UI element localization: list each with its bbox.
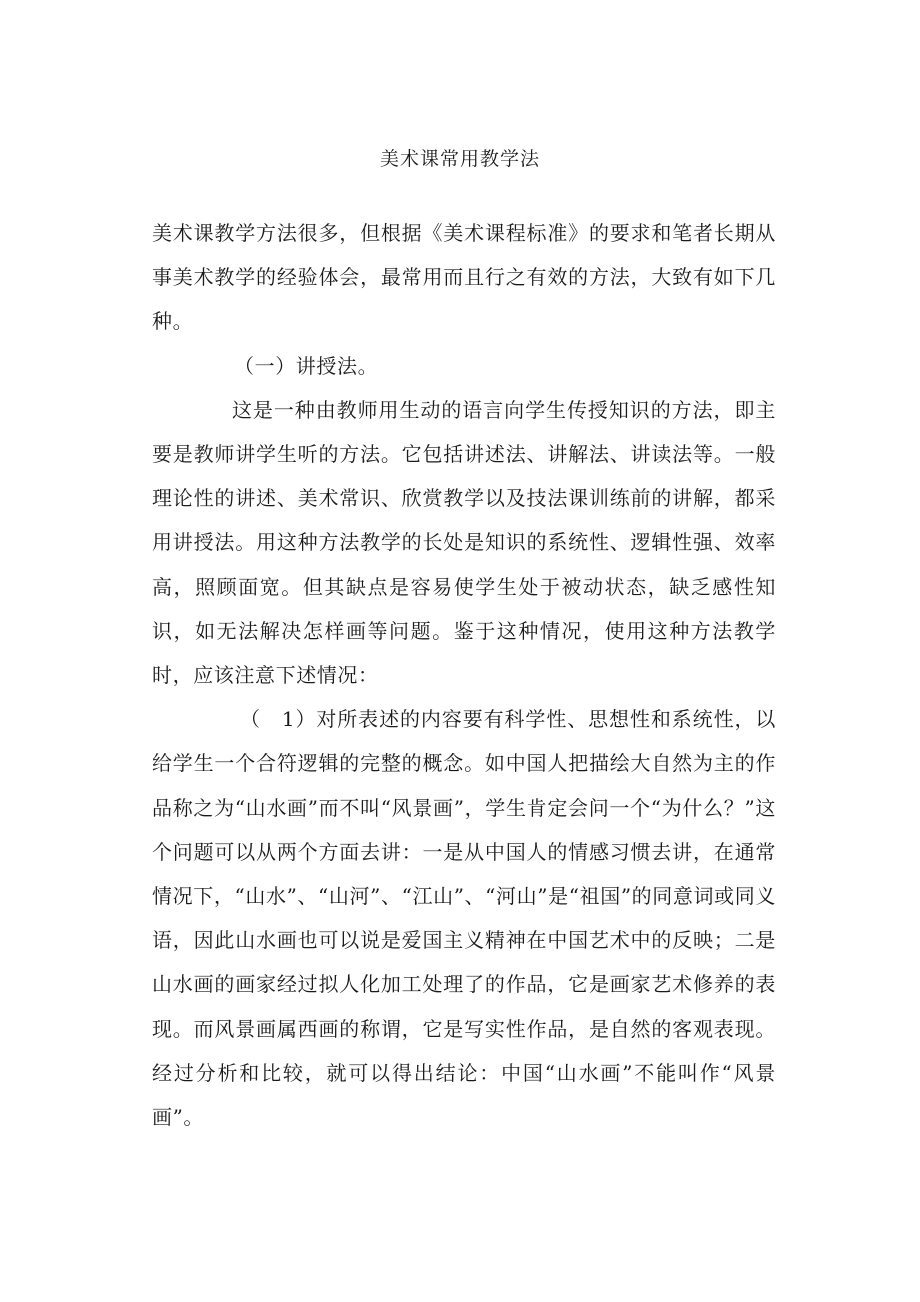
document-body <box>152 211 776 1139</box>
document-title: 美术课常用教学法 <box>379 148 540 170</box>
paragraph-intro: 美术课教学方法很多，但根据《美术课程标准》的要求和笔者长期从事美术教学的经验体会，最常用而且行之有效的方法，大致有如下几种。 <box>152 221 776 334</box>
paragraph-lecture-description: 这是一种由教师用生动的语言向学生传授知识的方法，即主要是教师讲学生听的方法。它包括讲述法、讲解法、讲读法等。一般理论性的讲述、美术常识、欣赏教学以及技法课训练前的讲解，都采用讲授法。用这种方法教学的长处是知识的系统性、逻辑性强、效率高，照顾面宽。但其缺点是容易使学生处于被动状态，缺乏感性知识，如无法解决怎样画等问题。鉴于这种情况，使用这种方法教学时，应该注意下述情况： <box>152 397 776 688</box>
section-heading-lecture-method: （一）讲授法。 <box>234 353 379 378</box>
paragraph-point-1: （ 1）对所表述的内容要有科学性、思想性和系统性，以给学生一个合符逻辑的完整的概念。如中国人把描绘大自然为主的作品称之为“山水画”而不叫“风景画”，学生肯定会问一个“为什么？”这个问题可以从两个方面去讲：一是从中国人的情感习惯去讲，在通常情况下，“山水”、“山河”、“江山”、“河山”是“祖国”的同意词或同义语，因此山水画也可以说是爱国主义精神在中国艺术中的反映；二是山水画的画家经过拟人化加工处理了的作品，它是画家艺术修养的表现。而风景画属西画的称谓，它是写实性作品，是自然的客观表现。经过分析和比较，就可以得出结论：中国“山水画”不能叫作“风景画”。 <box>152 707 776 1130</box>
